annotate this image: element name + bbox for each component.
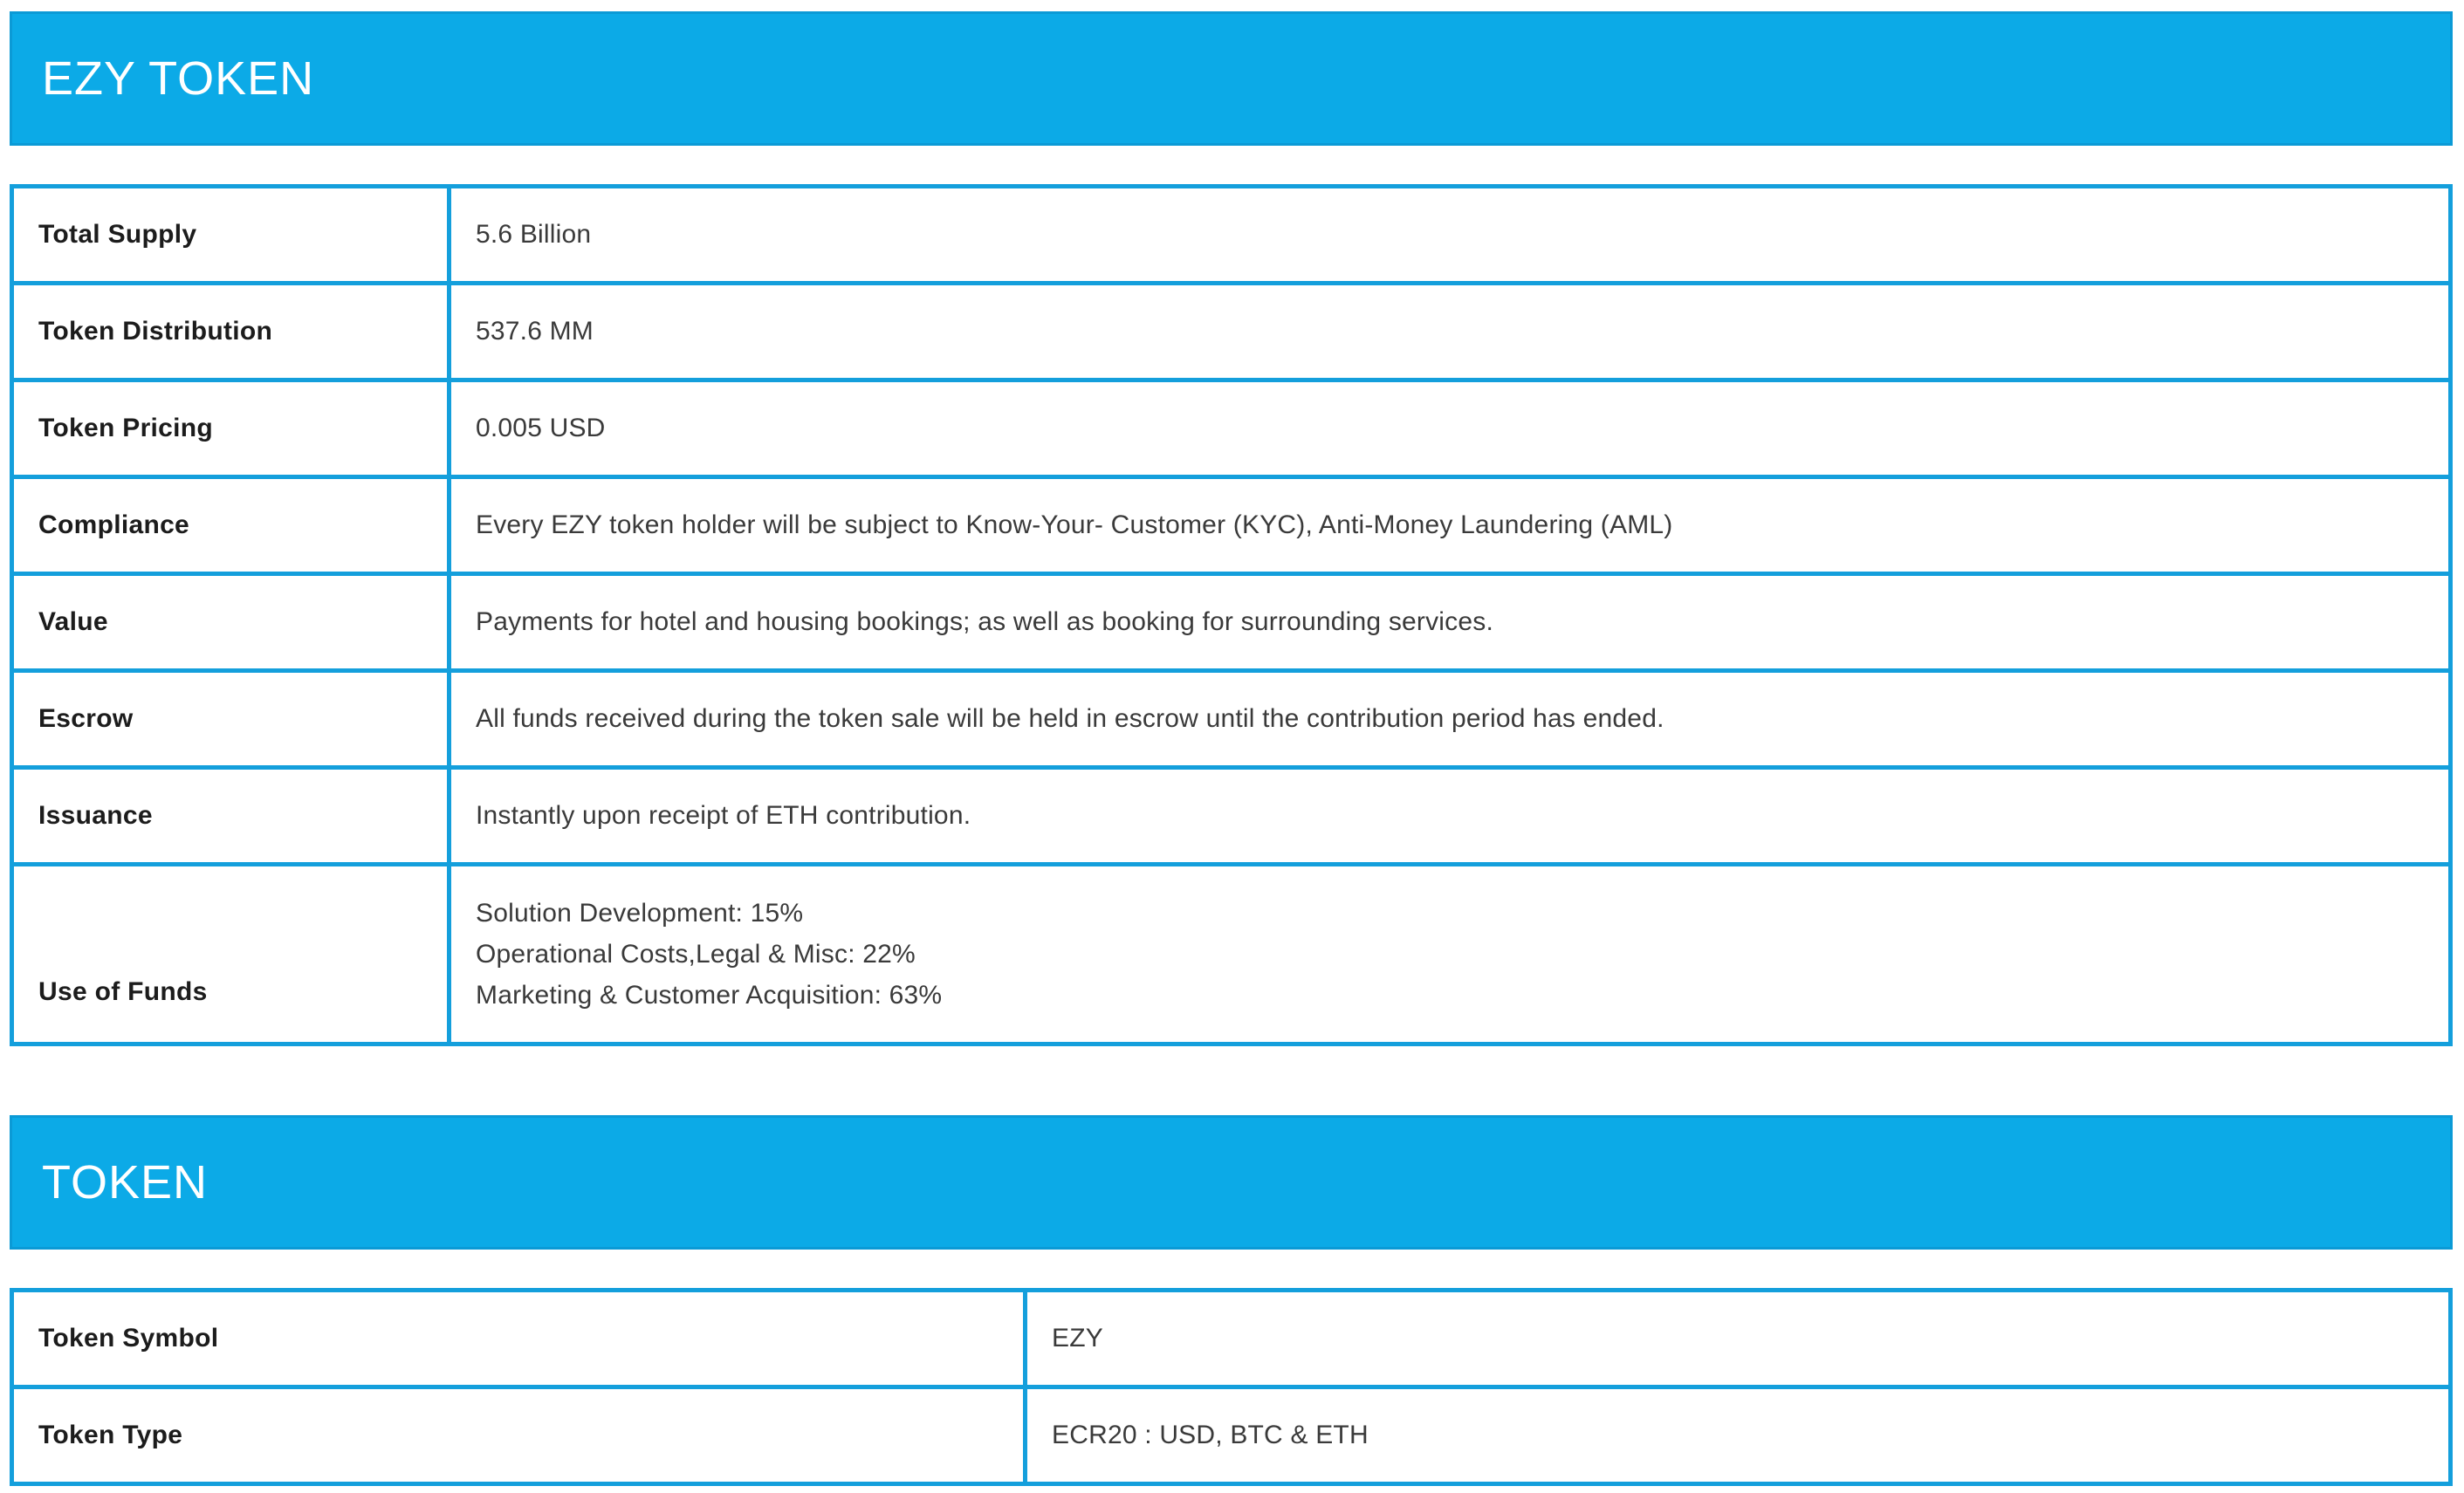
row-label: Token Distribution [12,284,450,380]
row-value: 537.6 MM [450,284,2451,380]
ezy-token-table [10,184,2453,1046]
row-label: Escrow [12,671,450,768]
token-section [10,1115,2453,1486]
table-row [12,380,2451,477]
ezy-token-title: EZY TOKEN [42,52,315,105]
row-value: EZY [1026,1291,2451,1387]
row-label: Use of Funds [12,865,450,1044]
row-label: Token Type [12,1387,1026,1484]
row-value: All funds received during the token sale will be held in escrow until the contribution period has ended. [450,671,2451,768]
table-row [12,1387,2451,1484]
table-row [12,477,2451,574]
row-label: Issuance [12,768,450,865]
table-row [12,284,2451,380]
row-value-line: Solution Development: 15% [476,899,804,928]
row-value: 5.6 Billion [450,187,2451,284]
row-value: ECR20 : USD, BTC & ETH [1026,1387,2451,1484]
row-label: Token Symbol [12,1291,1026,1387]
table-row [12,1291,2451,1387]
row-value-line: Operational Costs,Legal & Misc: 22% [476,940,916,969]
row-label: Total Supply [12,187,450,284]
row-label: Token Pricing [12,380,450,477]
ezy-token-table-body [12,187,2451,1044]
table-row [12,187,2451,284]
ezy-token-section [10,11,2453,1046]
ezy-token-banner [10,11,2453,146]
row-value: Every EZY token holder will be subject to Know-Your- Customer (KYC), Anti-Money Laundering (AML) [450,477,2451,574]
table-row [12,768,2451,865]
row-label: Value [12,574,450,671]
row-value [450,865,2451,1044]
token-table [10,1288,2453,1486]
token-banner [10,1115,2453,1250]
table-row [12,671,2451,768]
table-row [12,574,2451,671]
token-title: TOKEN [42,1156,209,1209]
row-value: Payments for hotel and housing bookings; as well as booking for surrounding services. [450,574,2451,671]
row-label: Compliance [12,477,450,574]
row-value-line: Marketing & Customer Acquisition: 63% [476,981,943,1010]
token-table-body [12,1291,2451,1484]
table-row [12,865,2451,1044]
row-value: 0.005 USD [450,380,2451,477]
row-value: Instantly upon receipt of ETH contribution. [450,768,2451,865]
